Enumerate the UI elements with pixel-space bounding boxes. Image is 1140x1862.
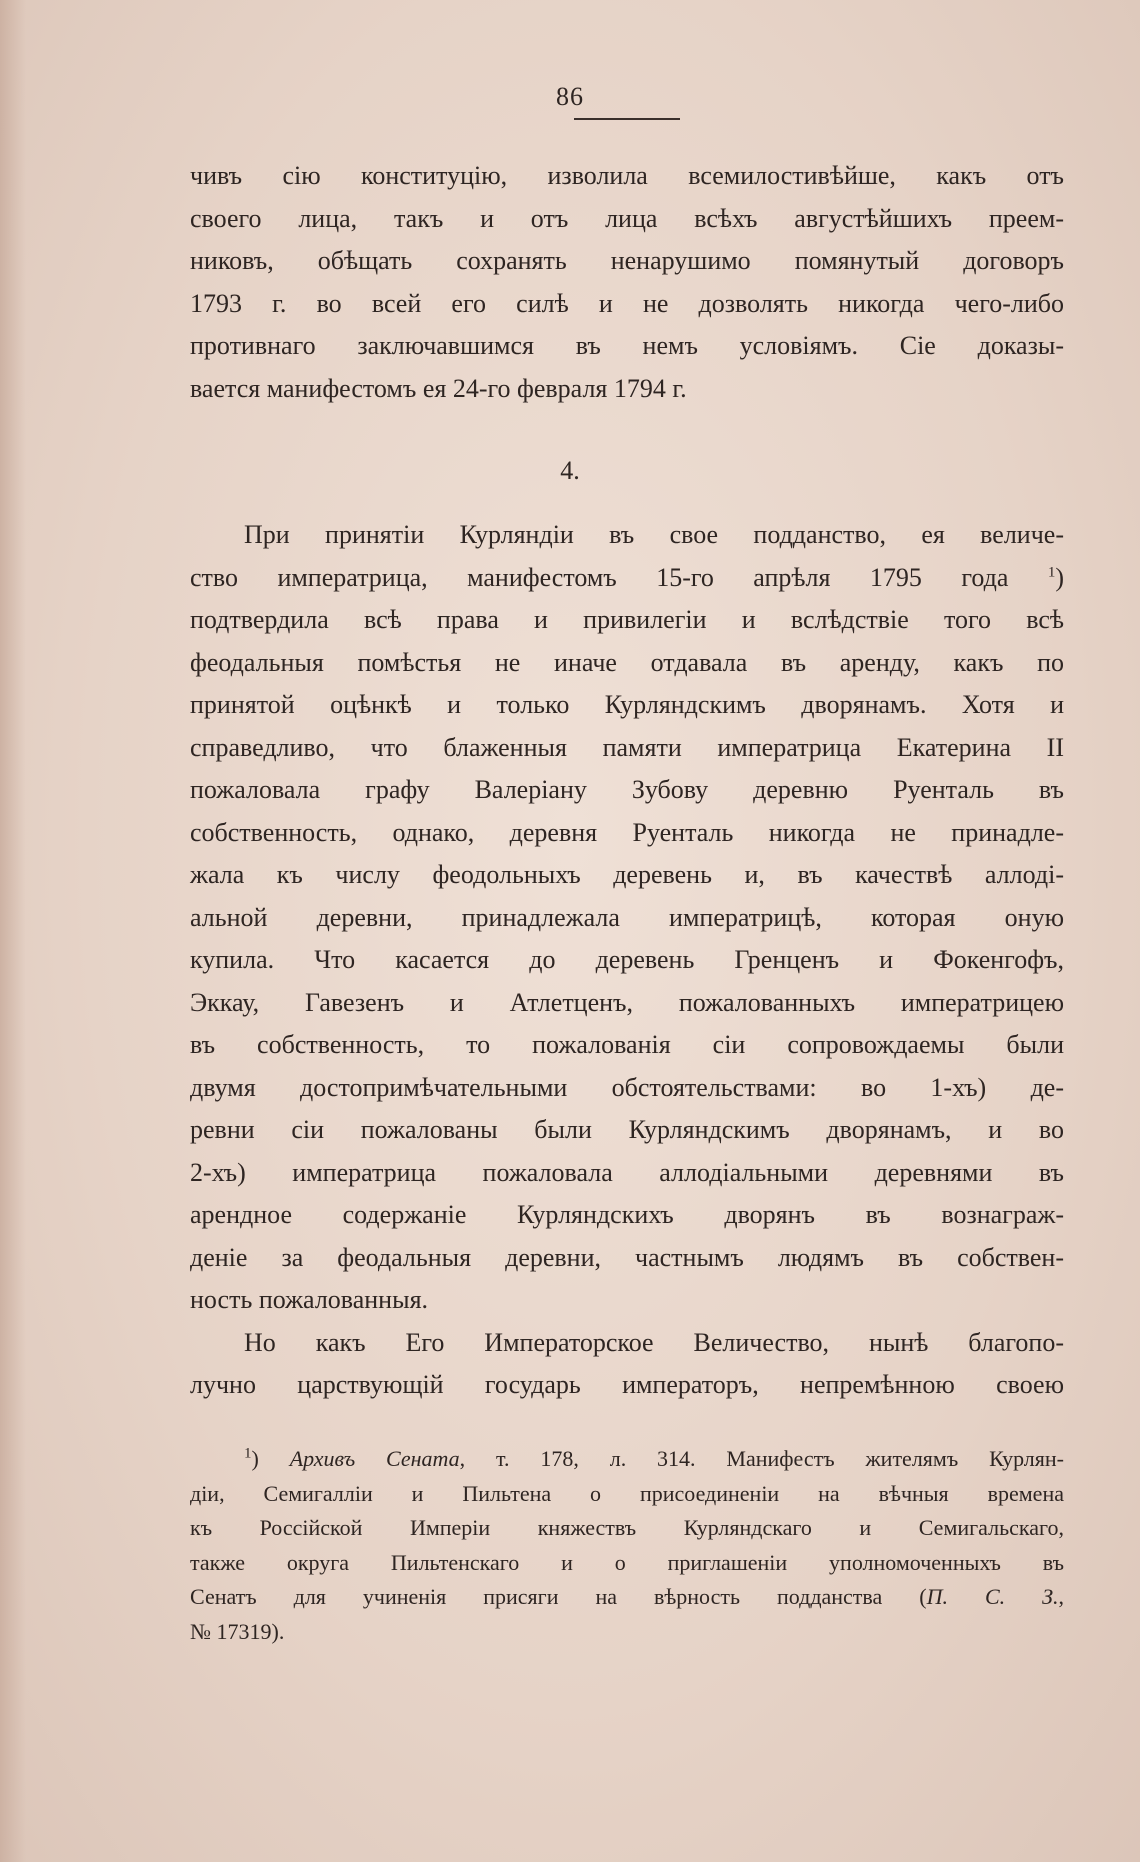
text-line: вается манифестомъ ея 24-го февраля 1794 г. — [190, 373, 687, 403]
text-line-with-footnote — [190, 557, 1064, 600]
footnote-number: 1 — [244, 1445, 252, 1462]
text-line: подтвердила всѣ права и привилегіи и вслѣдствіе того всѣ — [190, 605, 1064, 634]
footnote-line — [190, 1442, 1064, 1477]
text-line: феодальныя помѣстья не иначе отдавала въ аренду, какъ по — [190, 647, 1064, 677]
footnote-bracket: ) — [251, 1446, 259, 1471]
footnote-line — [190, 1580, 1064, 1615]
footnote-source: Архивъ Сената — [289, 1446, 460, 1471]
footnote-line: къ Россійской Имперіи княжествъ Курляндскаго и Семигальскаго, — [190, 1515, 1064, 1540]
text-line: пожаловала графу Валеріану Зубову деревню Руенталь въ — [190, 775, 1064, 804]
section-body — [190, 514, 1064, 1407]
text-line: жала къ числу феодольныхъ деревень и, въ качествѣ аллоді- — [190, 860, 1064, 889]
footnote-collection: П. С. З. — [926, 1584, 1059, 1609]
text-line: Эккау, Гавезенъ и Атлетценъ, пожалованныхъ императрицею — [190, 987, 1064, 1017]
text-line: противнаго заключавшимся въ немъ условіямъ. Сіе доказы- — [190, 331, 1064, 360]
section-number: 4. — [560, 456, 580, 485]
footnote-reference — [1048, 563, 1064, 592]
text-line: лучно царствующій государь императоръ, непремѣнною своею — [190, 1370, 1064, 1399]
text-line: своего лица, такъ и отъ лица всѣхъ августѣйшихъ преем- — [190, 203, 1064, 233]
text-line: никовъ, обѣщать сохранять ненарушимо помянутый договоръ — [190, 246, 1064, 275]
footnote-line: № 17319). — [190, 1618, 285, 1644]
text-line: Но какъ Его Императорское Величество, нынѣ благопо- — [244, 1327, 1064, 1357]
page-spine-shadow — [0, 0, 26, 1862]
text-line: ревни сіи пожалованы были Курляндскимъ дворянамъ, и во — [190, 1115, 1064, 1144]
footnote — [190, 1442, 1064, 1649]
text-line: 1793 г. во всей его силѣ и не дозволять никогда чего-либо — [190, 288, 1064, 318]
text-line: справедливо, что блаженныя памяти императрица Екатерина II — [190, 732, 1064, 762]
text-line: купила. Что касается до деревень Гренценъ и Фокенгофъ, — [190, 945, 1064, 974]
footnote-paren: ( — [919, 1584, 927, 1609]
text-segment: ство императрица, манифестомъ 15-го апрѣля 1795 года — [190, 562, 1009, 592]
paragraph-continuation — [190, 155, 1064, 410]
text-line: При принятіи Курляндіи въ свое подданство, ея величе- — [244, 520, 1064, 549]
text-line: двумя достопримѣчательными обстоятельствами: во 1-хъ) де- — [190, 1072, 1064, 1102]
page-number: 86 — [556, 82, 584, 111]
text-line: 2-хъ) императрица пожаловала аллодіальными деревнями въ — [190, 1157, 1064, 1187]
page-number-rule — [574, 118, 680, 120]
footnote-text: , т. 178, л. 314. Манифестъ жителямъ Курлян- — [459, 1446, 1065, 1471]
footnote-line: также округа Пильтенскаго и о приглашеніи уполномоченныхъ въ — [190, 1549, 1064, 1575]
text-line: арендное содержаніе Курляндскихъ дворянъ въ вознаграж- — [190, 1200, 1064, 1229]
footnote-line: діи, Семигалліи и Пильтена о присоединеніи на вѣчныя времена — [190, 1480, 1064, 1506]
text-line: въ собственность, то пожалованія сіи сопровождаемы были — [190, 1030, 1064, 1059]
text-line: принятой оцѣнкѣ и только Курляндскимъ дворянамъ. Хотя и — [190, 690, 1064, 719]
text-line: ность пожалованныя. — [190, 1285, 429, 1314]
text-line: чивъ сію конституцію, изволила всемилостивѣйше, какъ отъ — [190, 161, 1064, 190]
footnote-text: Сенатъ для учиненія присяги на вѣрность подданства — [190, 1584, 883, 1609]
text-line: деніе за феодальныя деревни, частнымъ людямъ въ собствен- — [190, 1242, 1064, 1272]
footnote-bracket: ) — [1055, 562, 1065, 592]
footnote-number: 1 — [1047, 563, 1056, 580]
footnote-separator — [190, 1414, 1064, 1415]
text-line: альной деревни, принадлежала императрицѣ, которая оную — [190, 902, 1064, 932]
footnote-comma: , — [1058, 1584, 1064, 1609]
text-line: собственность, однако, деревня Руенталь никогда не принадле- — [190, 817, 1064, 847]
